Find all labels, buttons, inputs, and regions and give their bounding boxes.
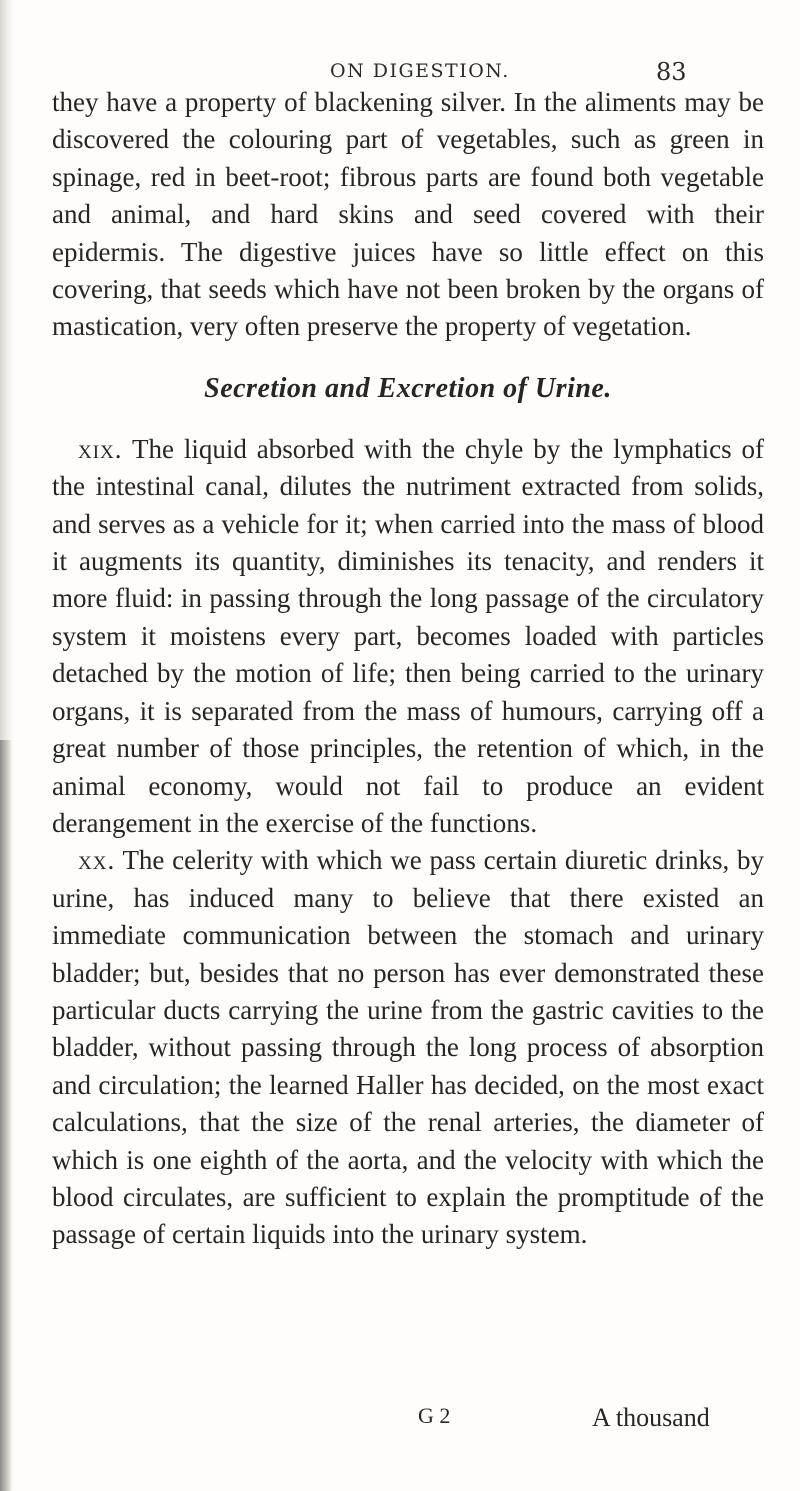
paragraph-text: The celerity with which we pass certain diuretic drinks, by urine, has induced many to believe that there existed an immediate communication between the stomach and urinary bladder; but, besides that no person has ever demonstrated these particular ducts carrying the urine from the gastric cavities to the bladder, without passing through the long process of absorption and circulation; the learned Haller has decided, on the most exact calculations, that the size of the renal arteries, the diameter of which is one eighth of the aorta, and the velocity with which the blood circulates, are sufficient to explain the promptitude of the passage of certain liquids into the urinary system. <box>52 845 764 1250</box>
paragraph-xx <box>52 842 764 1253</box>
binding-shadow <box>0 740 12 1491</box>
section-heading: Secretion and Excretion of Urine. <box>204 372 612 404</box>
text-block <box>52 84 764 1254</box>
catchword: A thousand <box>592 1403 710 1432</box>
running-title: ON DIGESTION. <box>330 60 510 82</box>
paragraph-xix <box>52 431 764 842</box>
page-number: 83 <box>656 58 687 86</box>
signature-mark: G 2 <box>418 1403 451 1428</box>
section-number: xx. <box>78 845 116 876</box>
continuation-paragraph: they have a property of blackening silver. In the aliments may be discovered the colouring part of vegetables, such as green in spinage, red in beet-root; fibrous parts are found both vegetable and animal, and hard skins and seed covered with their epidermis. The digestive juices have so little effect on this covering, that seeds which have not been broken by the organs of mastication, very often preserve the property of vegetation. <box>52 87 764 342</box>
catchline <box>0 1403 800 1443</box>
paragraph-text: The liquid absorbed with the chyle by the lymphatics of the intestinal canal, dilutes the nutriment extracted from solids, and serves as a vehicle for it; when carried into the mass of blood it augments its quantity, diminishes its tenacity, and renders it more fluid: in passing through the long passage of the circulatory system it moistens every part, becomes loaded with particles detached by the motion of life; then being carried to the urinary organs, it is separated from the mass of humours, carrying off a great number of those principles, the retention of which, in the animal economy, would not fail to produce an evident derangement in the exercise of the functions. <box>52 433 764 838</box>
section-number: xix. <box>78 433 123 464</box>
